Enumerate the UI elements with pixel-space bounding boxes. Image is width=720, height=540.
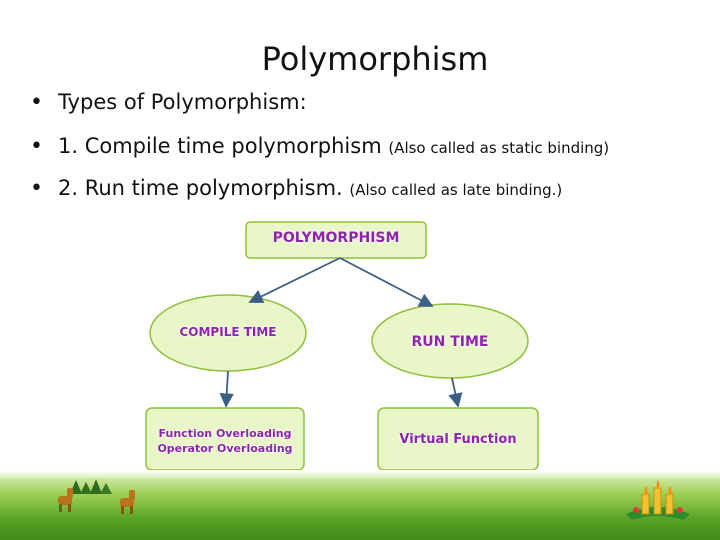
slide-title: Polymorphism (261, 40, 489, 78)
arrow-root-to-runtime (340, 258, 432, 306)
operator-overloading-label: Operator Overloading (157, 442, 293, 455)
arrow-root-to-compile (250, 258, 340, 302)
bullet-marker: • (30, 134, 43, 159)
function-overloading-label: Function Overloading (158, 427, 292, 440)
horse-icon (120, 490, 135, 514)
run-time-label: RUN TIME (411, 334, 489, 350)
bullet-text: 1. Compile time polymorphism (Also called as static binding) (58, 134, 610, 158)
bullet-marker: • (30, 90, 43, 115)
bullet-marker: • (30, 176, 43, 201)
bullet-text: Types of Polymorphism: (58, 90, 307, 114)
compile-time-label: COMPILE TIME (179, 325, 277, 339)
arrow-compile-to-overloading (226, 371, 228, 406)
bullet-text: 2. Run time polymorphism. (Also called as late binding.) (58, 176, 563, 200)
trees-icon (70, 479, 112, 494)
root-node-label: POLYMORPHISM (272, 230, 400, 246)
arrow-runtime-to-virtual (452, 378, 458, 406)
grass-footer (0, 470, 720, 540)
candles-icon (626, 480, 690, 520)
horse-icon (58, 488, 73, 512)
overloading-labels (146, 426, 304, 456)
virtual-function-label: Virtual Function (399, 432, 517, 447)
